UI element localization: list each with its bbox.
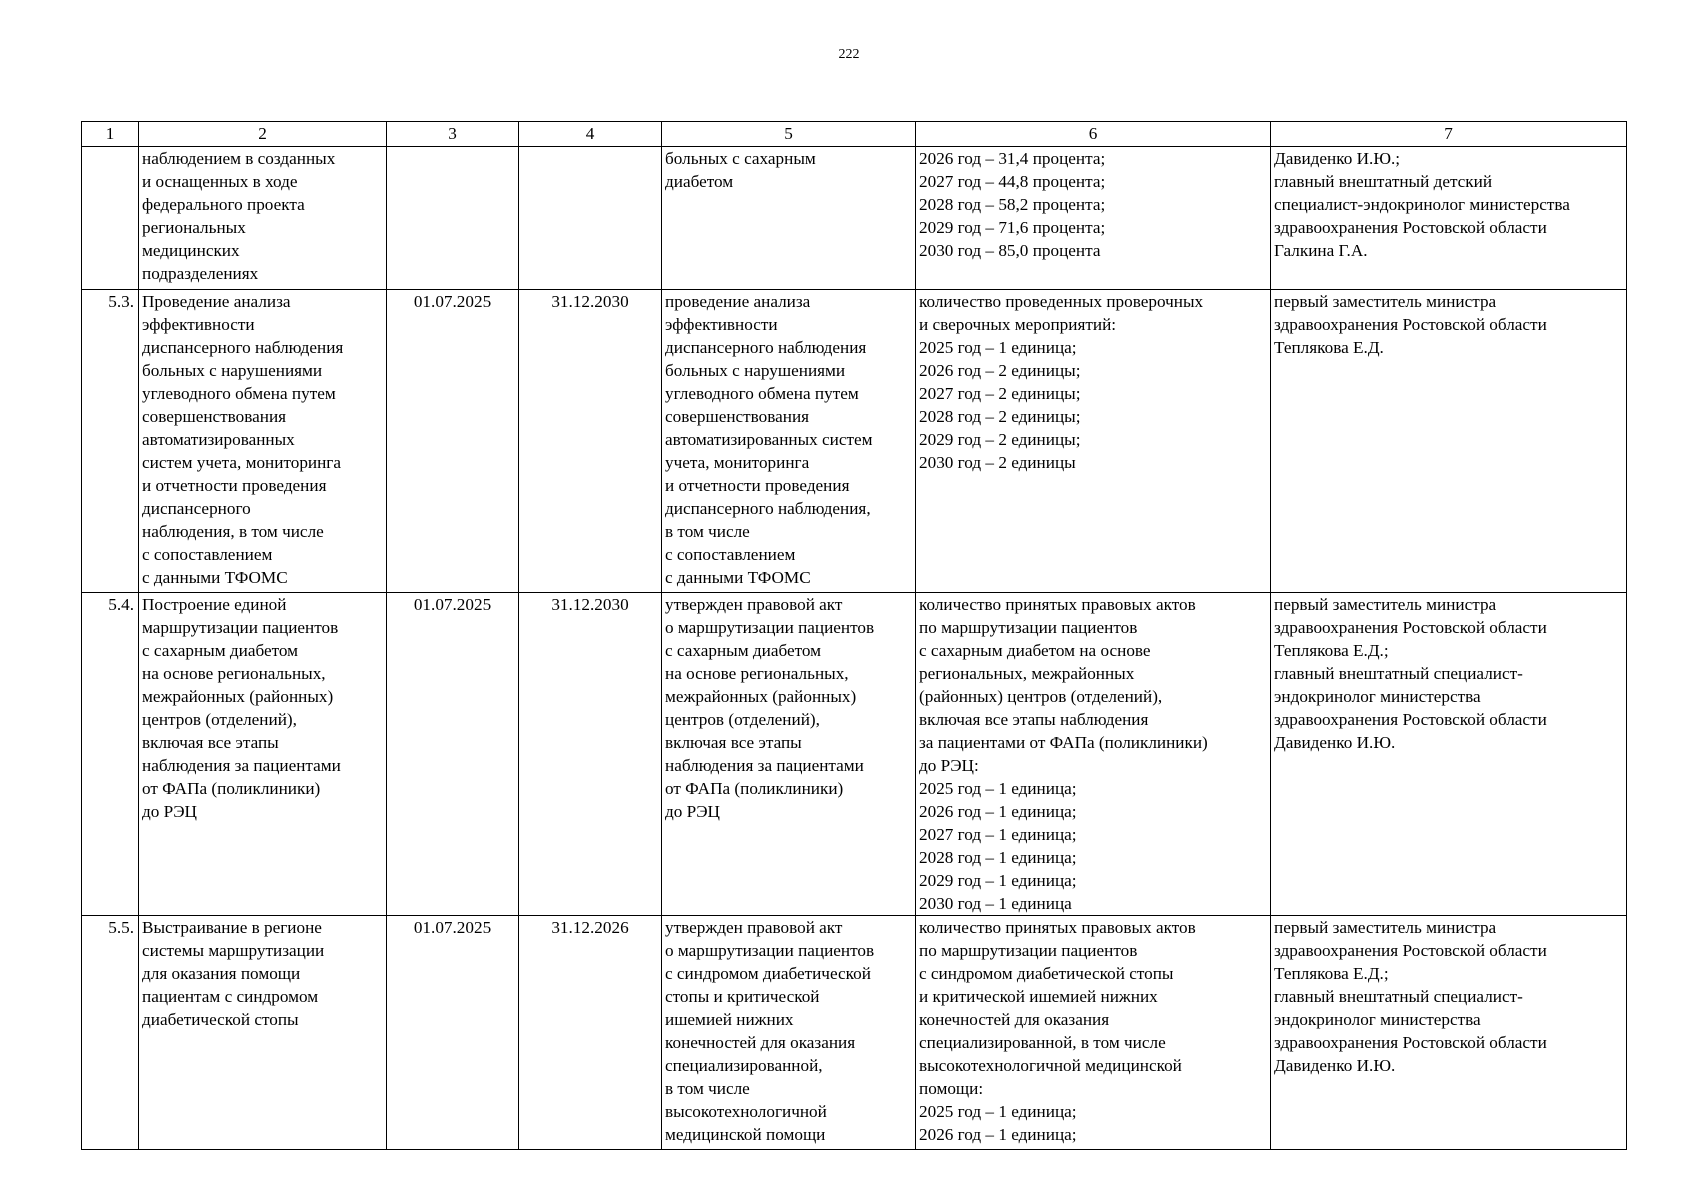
item-number: 5.4. [82, 593, 139, 916]
indicator: 2026 год – 31,4 процента; 2027 год – 44,8 процента; 2028 год – 58,2 процента; 2029 год – 71,6 процента; 2030 год – 85,0 процента [916, 147, 1271, 290]
item-number: 5.5. [82, 916, 139, 1150]
start-date [387, 147, 519, 290]
start-date: 01.07.2025 [387, 916, 519, 1150]
page-number: 222 [838, 47, 860, 62]
expected-result: проведение анализа эффективности диспансерного наблюдения больных с нарушениями углеводного обмена путем совершенствования автоматизированных систем учета, мониторинга и отчетности проведения диспансерного наблюдения, в том числе с сопоставлением с данными ТФОМС [662, 290, 916, 593]
start-date: 01.07.2025 [387, 593, 519, 916]
column-number-7: 7 [1271, 122, 1627, 147]
responsible: первый заместитель министра здравоохранения Ростовской области Теплякова Е.Д.; главный внештатный специалист- эндокринолог министерства здравоохранения Ростовской области Давиденко И.Ю. [1271, 916, 1627, 1150]
indicator: количество принятых правовых актов по маршрутизации пациентов с синдромом диабетической стопы и критической ишемией нижних конечностей для оказания специализированной, в том числе высокотехнологичной медицинской помощи: 2025 год – 1 единица; 2026 год – 1 единица; [916, 916, 1271, 1150]
event-name: Выстраивание в регионе системы маршрутизации для оказания помощи пациентам с синдромом диабетической стопы [139, 916, 387, 1150]
end-date: 31.12.2030 [519, 290, 662, 593]
end-date: 31.12.2030 [519, 593, 662, 916]
event-name: Проведение анализа эффективности диспансерного наблюдения больных с нарушениями углеводного обмена путем совершенствования автоматизированных систем учета, мониторинга и отчетности проведения диспансерного наблюдения, в том числе с сопоставлением с данными ТФОМС [139, 290, 387, 593]
responsible: первый заместитель министра здравоохранения Ростовской области Теплякова Е.Д. [1271, 290, 1627, 593]
table-row [82, 593, 1627, 916]
measures-table [81, 121, 1627, 1150]
expected-result: больных с сахарным диабетом [662, 147, 916, 290]
column-number-3: 3 [387, 122, 519, 147]
table-row [82, 290, 1627, 593]
responsible: первый заместитель министра здравоохранения Ростовской области Теплякова Е.Д.; главный внештатный специалист- эндокринолог министерства здравоохранения Ростовской области Давиденко И.Ю. [1271, 593, 1627, 916]
item-number [82, 147, 139, 290]
expected-result: утвержден правовой акт о маршрутизации пациентов с синдромом диабетической стопы и критической ишемией нижних конечностей для оказания специализированной, в том числе высокотехнологичной медицинской помощи [662, 916, 916, 1150]
end-date: 31.12.2026 [519, 916, 662, 1150]
column-number-4: 4 [519, 122, 662, 147]
event-name: наблюдением в созданных и оснащенных в ходе федерального проекта региональных медицинских подразделениях [139, 147, 387, 290]
table-row [82, 916, 1627, 1150]
event-name: Построение единой маршрутизации пациентов с сахарным диабетом на основе региональных, межрайонных (районных) центров (отделений), включая все этапы наблюдения за пациентами от ФАПа (поликлиники) до РЭЦ [139, 593, 387, 916]
column-number-row [82, 122, 1627, 147]
responsible: Давиденко И.Ю.; главный внештатный детский специалист-эндокринолог министерства здравоохранения Ростовской области Галкина Г.А. [1271, 147, 1627, 290]
column-number-6: 6 [916, 122, 1271, 147]
column-number-1: 1 [82, 122, 139, 147]
end-date [519, 147, 662, 290]
expected-result: утвержден правовой акт о маршрутизации пациентов с сахарным диабетом на основе региональных, межрайонных (районных) центров (отделений), включая все этапы наблюдения за пациентами от ФАПа (поликлиники) до РЭЦ [662, 593, 916, 916]
column-number-5: 5 [662, 122, 916, 147]
indicator: количество принятых правовых актов по маршрутизации пациентов с сахарным диабетом на основе региональных, межрайонных (районных) центров (отделений), включая все этапы наблюдения за пациентами от ФАПа (поликлиники) до РЭЦ: 2025 год – 1 единица; 2026 год – 1 единица; 2027 год – 1 единица; 2028 год – 1 единица; 2029 год – 1 единица; 2030 год – 1 единица [916, 593, 1271, 916]
column-number-2: 2 [139, 122, 387, 147]
start-date: 01.07.2025 [387, 290, 519, 593]
indicator: количество проведенных проверочных и сверочных мероприятий: 2025 год – 1 единица; 2026 год – 2 единицы; 2027 год – 2 единицы; 2028 год – 2 единицы; 2029 год – 2 единицы; 2030 год – 2 единицы [916, 290, 1271, 593]
item-number: 5.3. [82, 290, 139, 593]
table-row [82, 147, 1627, 290]
